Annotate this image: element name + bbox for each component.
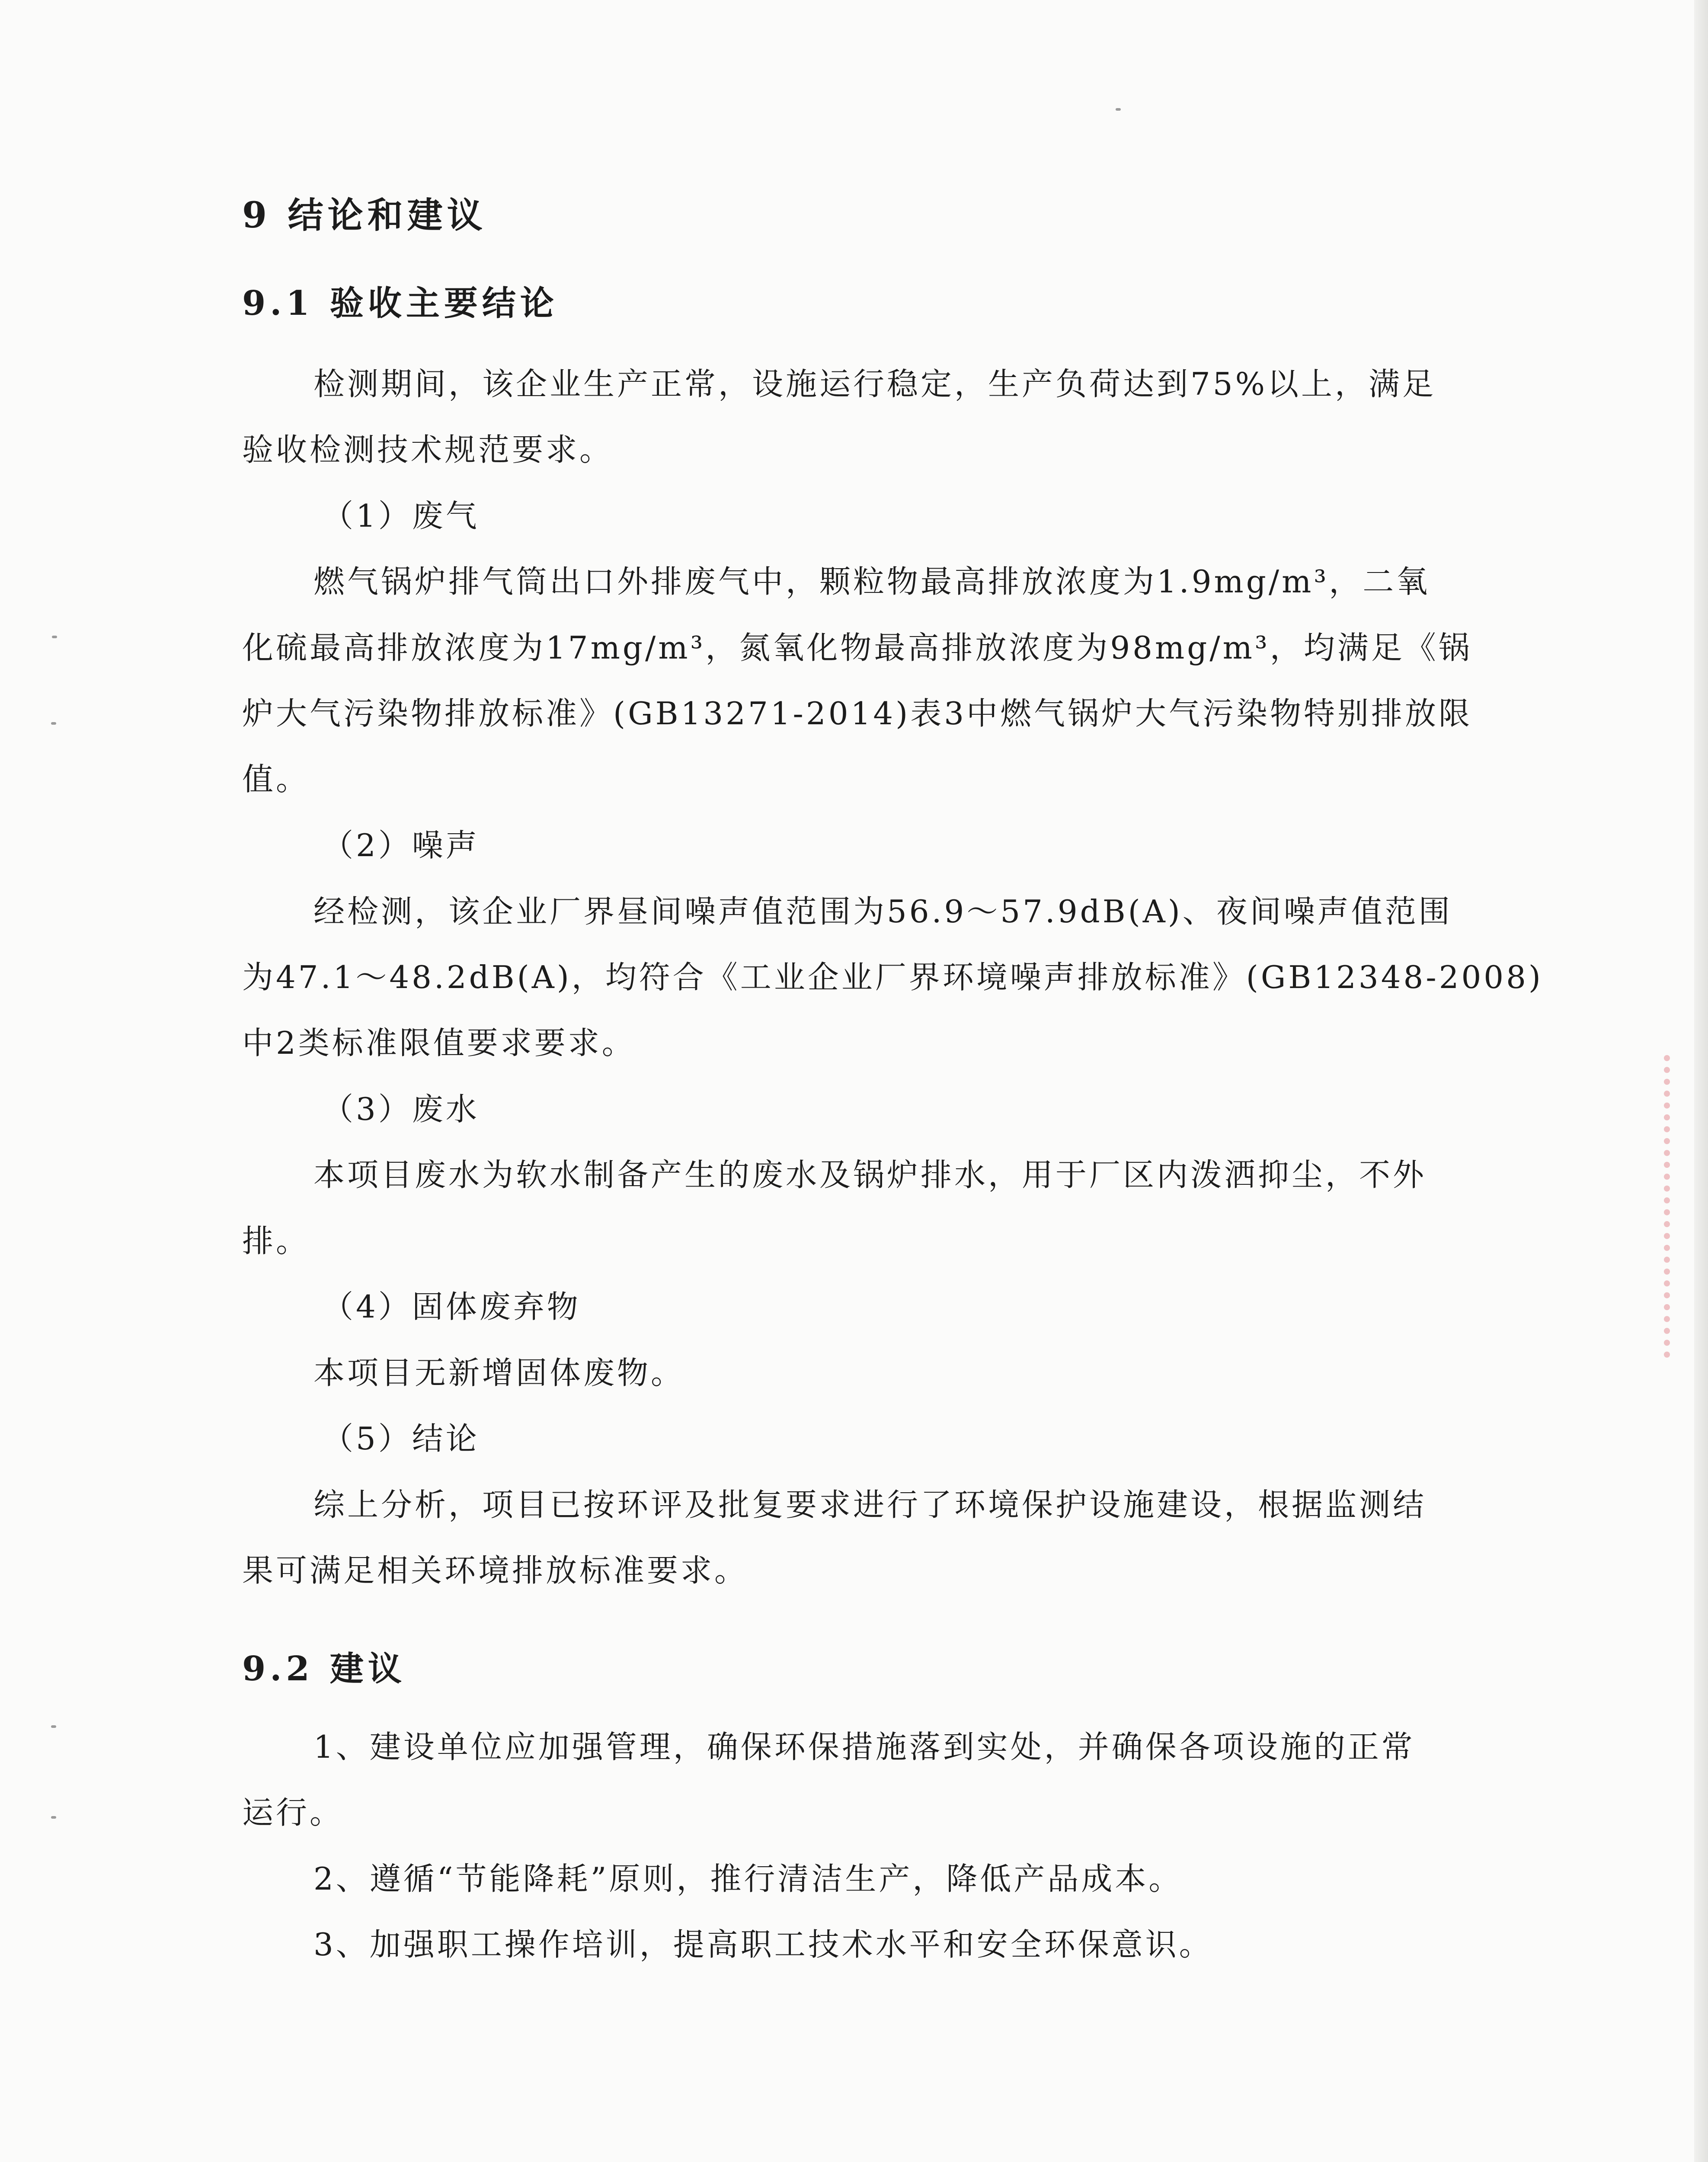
summary-label: （5）结论 (322, 1420, 480, 1457)
scan-speck (52, 636, 57, 638)
suggestion-line: 1、建设单位应加强管理，确保环保措施落到实处，并确保各项设施的正常 (313, 1729, 1415, 1765)
suggestion-line: 3、加强职工操作培训，提高职工技术水平和安全环保意识。 (313, 1926, 1213, 1963)
intro-line: 验收检测技术规范要求。 (242, 432, 614, 468)
scan-speck (51, 1816, 56, 1819)
noise-line: 中2类标准限值要求要求。 (242, 1025, 636, 1061)
scan-speck (51, 1725, 56, 1728)
scan-page-edge (1694, 0, 1708, 2162)
suggestion-line: 运行。 (242, 1794, 344, 1831)
scan-speck (1116, 108, 1121, 111)
waste-gas-line: 炉大气污染物排放标准》(GB13271-2014)表3中燃气锅炉大气污染物特别排放限 (242, 695, 1473, 732)
solid-waste-line: 本项目无新增固体废物。 (313, 1355, 685, 1391)
wastewater-label: （3）废水 (322, 1091, 480, 1127)
seal-stamp-fragment (1664, 1055, 1696, 1358)
waste-gas-line: 值。 (242, 761, 310, 797)
noise-line: 为47.1～48.2dB(A)，均符合《工业企业厂界环境噪声排放标准》(GB12348-2008) (242, 959, 1544, 995)
waste-gas-line: 化硫最高排放浓度为17mg/m³，氮氧化物最高排放浓度为98mg/m³，均满足《锅 (242, 630, 1472, 666)
wastewater-line: 本项目废水为软水制备产生的废水及锅炉排水，用于厂区内泼洒抑尘，不外 (313, 1157, 1427, 1193)
noise-label: （2）噪声 (322, 827, 480, 864)
summary-line: 果可满足相关环境排放标准要求。 (242, 1552, 748, 1589)
wastewater-line: 排。 (242, 1223, 310, 1259)
section-title: 9 结论和建议 (242, 195, 487, 236)
suggestions-heading: 9.2 建议 (242, 1649, 406, 1689)
conclusions-heading: 9.1 验收主要结论 (242, 284, 558, 323)
intro-line: 检测期间，该企业生产正常，设施运行稳定，生产负荷达到75%以上，满足 (313, 366, 1436, 402)
scan-speck (51, 722, 56, 725)
waste-gas-label: （1）废气 (322, 498, 480, 534)
summary-line: 综上分析，项目已按环评及批复要求进行了环境保护设施建设，根据监测结 (313, 1487, 1427, 1523)
solid-waste-label: （4）固体废弃物 (322, 1289, 581, 1325)
noise-line: 经检测，该企业厂界昼间噪声值范围为56.9～57.9dB(A)、夜间噪声值范围 (313, 893, 1452, 930)
suggestion-line: 2、遵循“节能降耗”原则，推行清洁生产，降低产品成本。 (313, 1861, 1183, 1897)
waste-gas-line: 燃气锅炉排气筒出口外排废气中，颗粒物最高排放浓度为1.9mg/m³，二氧 (313, 563, 1430, 600)
